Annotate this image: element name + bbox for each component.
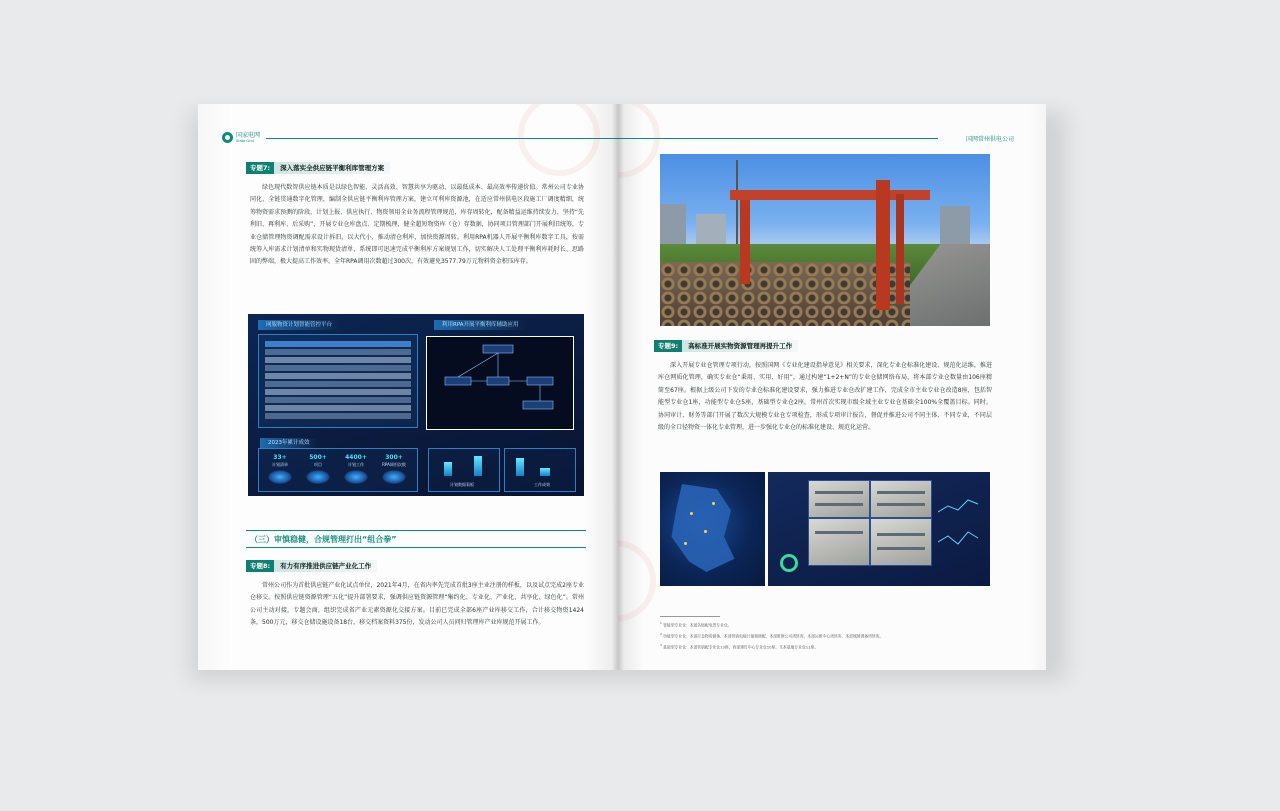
section-title: （三）审慎稳健，合规管理打出“组合拳”: [246, 530, 586, 548]
dash-title-right: 利用RPA开展平衡利库辅助应用: [434, 320, 527, 330]
dash-panel-label: 工作成效: [534, 482, 550, 487]
warehouse-photo: [660, 154, 990, 326]
logo-sub: State Grid: [236, 138, 254, 143]
dash-stat-value: 300+: [385, 454, 403, 461]
camera-view: [808, 518, 870, 566]
footnote-2: $^2$ 功能型专业仓：本部应急物资储备、本部营销电能计量箱调配、本部维修公司周转库、本部运维中心周转库、本部城建调备周转库。: [660, 632, 884, 639]
topic8-tag: 专题8:: [246, 560, 274, 572]
footnote-1: $^1$ 智能型专业仓：本部各级配电普专业仓。: [660, 621, 732, 628]
topic7-paragraph: 绿色现代数智供应链本质是以绿色智能、灵活高效、智慧共享为驱动，以最低成本、最高效率传递价值。常州公司专业协同化、全链贯通数字化管理，编制全供应链平衡利库管理方案，建立可利库资源池，在适应常州供电区段施工厂调度精细，统筹物资需求预测的阶段，计划上报、供应执行、物资领用全业务流程管理规范，库存周转化，配备精益运维持续发力，坚持“先利旧、再利库、后采购”，开展专业仓库盘点、定期梳理，健全超短物资库（仓）存数据，协同项目管理部门开展利旧统筹，专业仓储管理物资调配需求设计拆旧，以大代小，推动清仓利库，加快资源周转。利用RPA机器人开展平衡利库数字工具，按需统筹入库需求计划清单和实物现货清单，系统即可迅速完成平衡利库方案规划工作，切实解决人工处理平衡利库耗时长、思路固的弊端，极大提高工作效率。全年RPA调用次数超过300次，有效避免3577.79万元物料资金积压库存。: [250, 184, 584, 266]
dash-stat-label: 计划工作: [348, 462, 364, 467]
watermark-seal: [518, 104, 600, 176]
dash-table-panel: [258, 334, 418, 428]
topic9-tag: 专题9:: [654, 340, 682, 352]
topic9-paragraph: 深入开展专业仓管理专项行动，按照国网《专业化建设指导意见》相关要求，深化专业仓标准化建设、规范化运维，推进库仓网质化管理，确实专业仓“秉用、实用、好用”，通过构建“1+2+N”的专业仓储网络布局，将本部专业仓数量由106座精简至67座。根据上级公司下发的专业仓标准化建设要求，强力推进专业仓改扩建工作，完成全市主业专业仓改造8座，包括智能型专业仓1座，功能型专业仓5座，基础型专业仓2座，常州首次实现市级全域主业专业仓基础全100%全覆盖目标。同时，协同审计、财务等部门开展了数次大规模专业仓专项检查，形成专项审计报告，督促并推进公司不同主体、不同专业，不同层级的全口径物资一体化专业管理，进一步强化专业仓的标准化建设、规范化运营。: [658, 362, 992, 432]
side-charts: [938, 492, 986, 572]
dash-title-left: 网服物资计划智能管控平台: [258, 320, 340, 330]
gauge-circle: [780, 554, 798, 572]
topic7-tag: 专题7:: [246, 162, 274, 174]
dash-stat-value: 33+: [273, 454, 287, 461]
camera-view: [870, 518, 932, 566]
book-spine: [612, 104, 624, 670]
rpa-dashboard-screenshot: [248, 314, 584, 496]
dash-stat-label: 计划清单: [272, 462, 288, 467]
dash-year-label: 2023年累计成效: [260, 438, 318, 448]
header-rule: [618, 138, 938, 139]
topic9-heading: [654, 340, 798, 352]
dash-stat-label: RPA调用次数: [382, 462, 406, 467]
logo-text: 国家电网: [236, 131, 261, 139]
dash-stat-label: 项目: [314, 462, 322, 467]
right-page: [618, 104, 1046, 670]
topic8-paragraph: 常州公司作为首批供应链产业化试点单位，2021年4月，在省内率先完成首批3座主业注册的样板，以及试点完成2座专业仓移交。按照供应链资源管理“五化”提升部署要求，强调供应链资源管理“集约化、专业化、产业化、共享化、绿色化”。常州公司主动对接，专题会商，组织完成省产业元素资源化交接方案。目前已完成全部6座产业库移交工作，合计移交物资1424条，500万元，移交仓储设施设备18台，移交档案资料375份，发动公司人员问归管理库产业库规范开展工作。: [250, 582, 584, 627]
dash-flow-panel: [426, 336, 574, 430]
header-rule: [266, 138, 618, 139]
cable-reels: [660, 262, 910, 326]
corp-name: 国网常州供电公司: [965, 136, 1014, 143]
topic7-heading: [246, 162, 390, 174]
topic8-title: 有力有序推进供应链产业化工作: [274, 560, 377, 572]
state-grid-logo-icon: [222, 132, 233, 143]
left-page: [198, 104, 618, 670]
warehouse-camera-screenshot: [768, 472, 990, 586]
camera-view: [870, 480, 932, 518]
dash-stat-value: 4400+: [345, 454, 367, 461]
state-grid-logo: [222, 132, 260, 143]
topic8-heading: [246, 560, 377, 572]
topic9-title: 高标准开展实物资源管理再提升工作: [682, 340, 798, 352]
watermark-seal: [618, 104, 660, 178]
power-tower: [736, 160, 738, 244]
footnote-3: $^3$ 基础型专业仓：本部营销配专业仓13座，西部建设中心专业仓10座，支本基地专业仓11座。: [660, 643, 819, 650]
flow-diagram: [427, 337, 573, 429]
monitoring-map-screenshot: [660, 472, 765, 586]
topic7-title: 深入落实全供应链平衡利库管理方案: [274, 162, 390, 174]
dash-panel-label: 计划数据看板: [450, 482, 474, 487]
camera-view: [808, 480, 870, 518]
footnote-rule: [660, 616, 720, 617]
dash-stat-value: 500+: [309, 454, 327, 461]
